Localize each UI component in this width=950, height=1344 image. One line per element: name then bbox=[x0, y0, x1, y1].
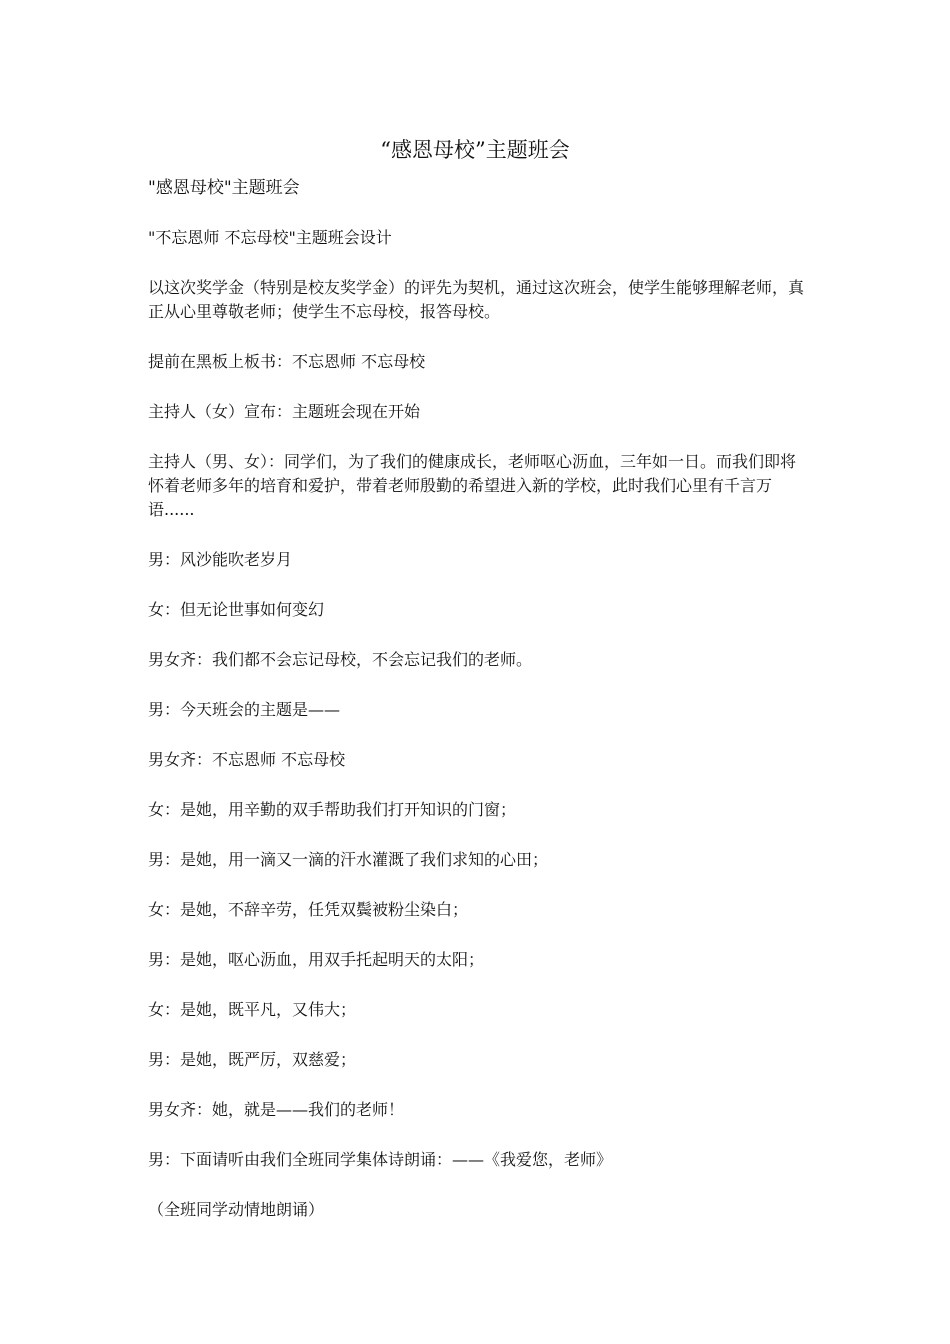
paragraph-line: 男：是她，用一滴又一滴的汗水灌溉了我们求知的心田； bbox=[148, 850, 549, 869]
paragraph-line: 女：是她，既平凡，又伟大； bbox=[148, 1000, 357, 1019]
document-body bbox=[148, 176, 808, 1248]
paragraph-line: 女：但无论世事如何变幻 bbox=[148, 600, 325, 619]
paragraph-line: 男：风沙能吹老岁月 bbox=[148, 550, 293, 569]
paragraph-line: 男女齐：我们都不会忘记母校，不会忘记我们的老师。 bbox=[148, 650, 533, 669]
paragraph-line: 男：是她，呕心沥血，用双手托起明天的太阳； bbox=[148, 950, 485, 969]
paragraph-line: 男：是她，既严厉，双慈爱； bbox=[148, 1050, 357, 1069]
paragraph-line: 男：下面请听由我们全班同学集体诗朗诵：——《我爱您，老师》 bbox=[148, 1150, 613, 1169]
paragraph-stage-direction: （全班同学动情地朗诵） bbox=[148, 1200, 325, 1219]
paragraph-line: 男女齐：她，就是——我们的老师！ bbox=[148, 1100, 405, 1119]
paragraph-subtitle: "感恩母校"主题班会 bbox=[148, 178, 300, 198]
paragraph-host-announce: 主持人（女）宣布：主题班会现在开始 bbox=[148, 402, 421, 421]
paragraph-line: 女：是她，用辛勤的双手帮助我们打开知识的门窗； bbox=[148, 800, 517, 819]
paragraph-line: 女：是她，不辞辛劳，任凭双鬓被粉尘染白； bbox=[148, 900, 469, 919]
paragraph-line: 男女齐：不忘恩师 不忘母校 bbox=[148, 750, 346, 769]
paragraph-host-intro: 主持人（男、女）：同学们，为了我们的健康成长，老师呕心沥血，三年如一日。而我们即将怀着老师多年的培育和爱护，带着老师殷勤的希望进入新的学校，此时我们心里有千言万语...... bbox=[148, 452, 797, 519]
document-title: “感恩母校”主题班会 bbox=[380, 138, 570, 162]
paragraph-purpose: 以这次奖学金（特别是校友奖学金）的评先为契机，通过这次班会，使学生能够理解老师，真正从心里尊敬老师；使学生不忘母校，报答母校。 bbox=[148, 278, 805, 321]
paragraph-line: 男：今天班会的主题是—— bbox=[148, 700, 341, 719]
paragraph-blackboard: 提前在黑板上板书：不忘恩师 不忘母校 bbox=[148, 352, 426, 371]
paragraph-design-title: "不忘恩师 不忘母校"主题班会设计 bbox=[148, 228, 392, 247]
